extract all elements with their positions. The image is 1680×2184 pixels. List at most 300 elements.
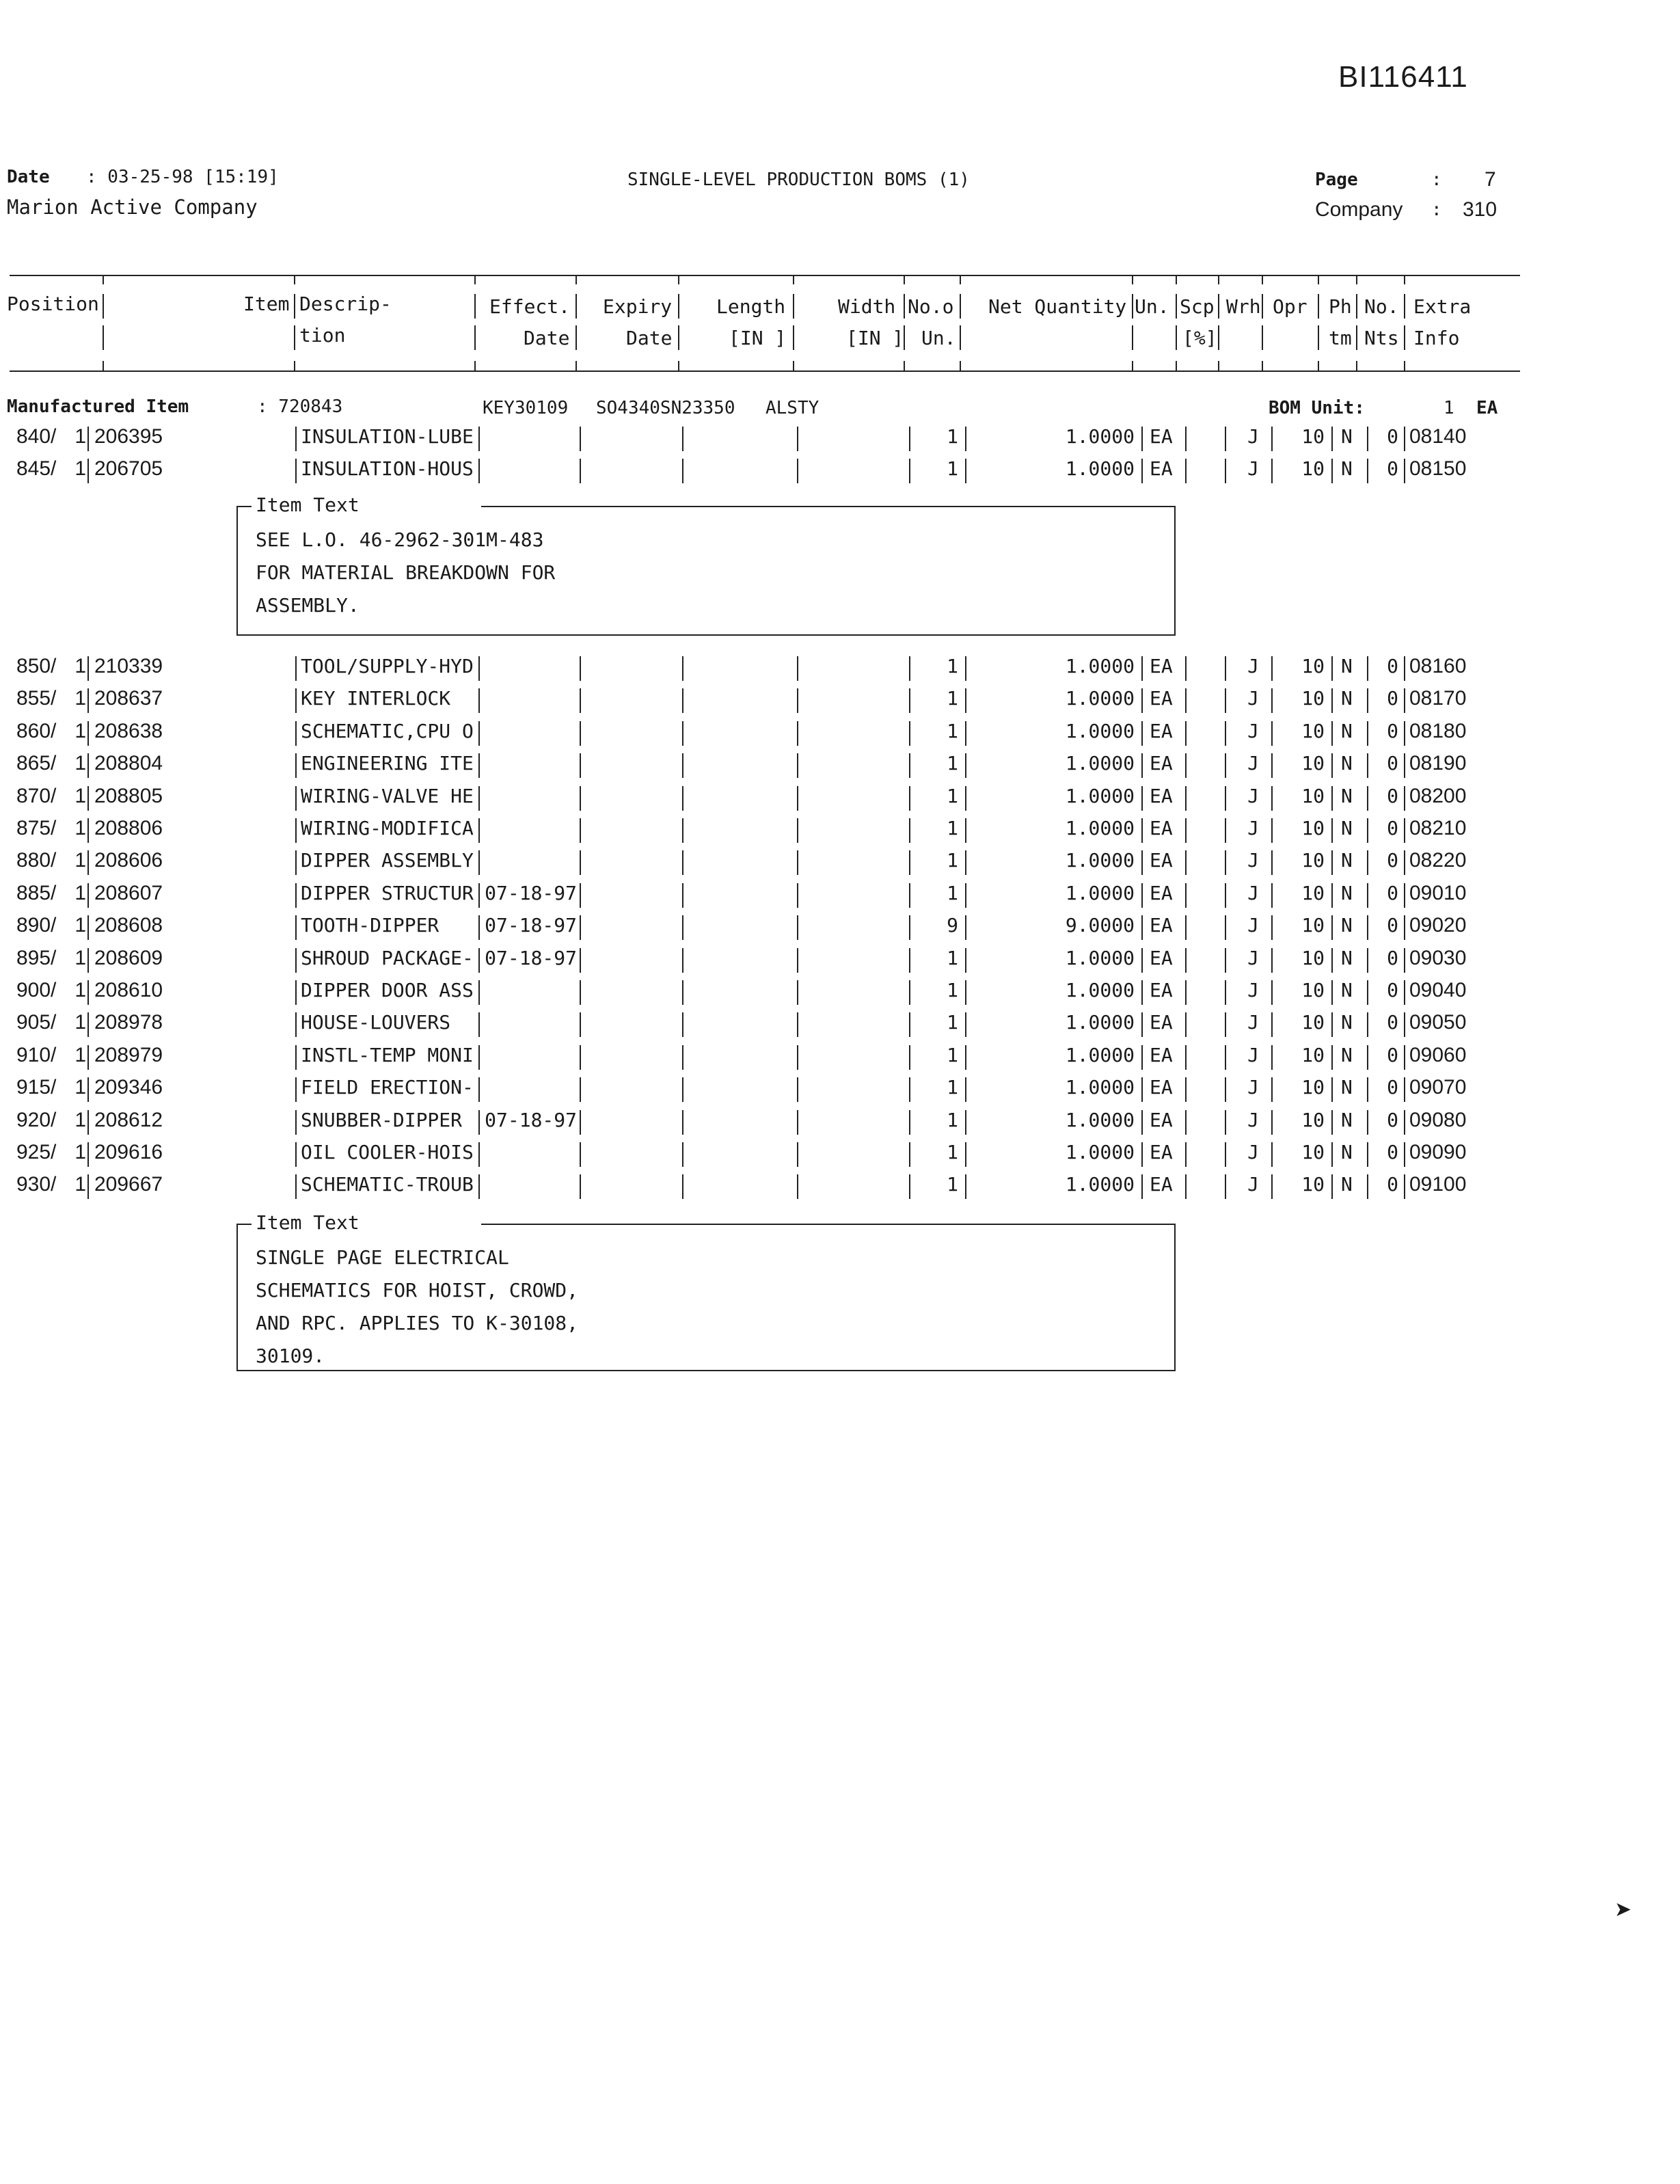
cell-level: 1 xyxy=(74,1173,86,1196)
cell-pos: 880/ xyxy=(16,849,57,872)
cell-separator xyxy=(1185,980,1187,1005)
cell-separator xyxy=(580,753,581,778)
cell-separator xyxy=(682,1012,683,1037)
date-label: Date xyxy=(7,167,50,187)
page-separator: : xyxy=(1431,170,1442,190)
cell-level: 1 xyxy=(74,655,86,677)
cell-warehouse: J xyxy=(1247,946,1259,969)
cell-separator xyxy=(1367,459,1368,483)
cell-item-number: 208607 xyxy=(94,881,163,904)
cell-separator xyxy=(1185,883,1187,908)
cell-separator xyxy=(1404,786,1405,811)
cell-separator xyxy=(797,1142,798,1167)
manufactured-alsty: ALSTY xyxy=(766,398,819,418)
cell-extra-info: 08190 xyxy=(1409,752,1467,775)
column-tick xyxy=(294,361,295,370)
item-text-box-1 xyxy=(236,494,1176,636)
page-number: 7 xyxy=(1485,168,1496,191)
header-bottom-rule xyxy=(10,370,1520,372)
bom-row xyxy=(0,1141,1680,1172)
cell-separator xyxy=(909,1174,910,1199)
bom-row xyxy=(0,979,1680,1010)
cell-separator xyxy=(909,915,910,940)
cell-separator xyxy=(1185,427,1187,451)
cell-description: FIELD ERECTION- xyxy=(301,1076,474,1099)
col-extra-info: Extra xyxy=(1413,295,1472,318)
cell-item-number: 208608 xyxy=(94,914,163,937)
cell-separator xyxy=(682,1110,683,1135)
cell-effect-date: 07-18-97 xyxy=(485,946,577,969)
cell-separator xyxy=(295,721,297,746)
column-separator xyxy=(904,294,905,319)
cell-separator xyxy=(1404,1012,1405,1037)
cell-level: 1 xyxy=(74,979,86,1001)
column-tick xyxy=(1318,275,1319,284)
cell-notes-count: 0 xyxy=(1387,784,1398,807)
cell-operation: 10 xyxy=(1301,457,1325,480)
cell-separator xyxy=(478,721,480,746)
cell-no-of-units: 1 xyxy=(947,979,958,1001)
cell-unit: EA xyxy=(1150,849,1173,872)
page-label: Page xyxy=(1315,170,1358,190)
cell-extra-info: 08220 xyxy=(1409,849,1467,872)
cell-separator xyxy=(965,915,966,940)
cell-separator xyxy=(478,948,480,973)
cell-notes-count: 0 xyxy=(1387,946,1398,969)
cell-notes-count: 0 xyxy=(1387,849,1398,872)
cell-notes-count: 0 xyxy=(1387,1173,1398,1196)
col-phantom-2: tm xyxy=(1329,327,1352,349)
cell-separator xyxy=(1367,1110,1368,1135)
cell-no-of-units: 1 xyxy=(947,946,958,969)
cell-phantom: N xyxy=(1341,849,1353,872)
cell-effect-date: 07-18-97 xyxy=(485,881,577,904)
cell-notes-count: 0 xyxy=(1387,1043,1398,1066)
cell-separator xyxy=(797,1110,798,1135)
cell-separator xyxy=(797,1077,798,1102)
cell-separator xyxy=(1185,656,1187,681)
cell-separator xyxy=(682,753,683,778)
cell-net-quantity: 1.0000 xyxy=(1065,849,1135,872)
cell-separator xyxy=(965,1174,966,1199)
cell-separator xyxy=(1185,1110,1187,1135)
cell-warehouse: J xyxy=(1247,1076,1259,1099)
cell-operation: 10 xyxy=(1301,687,1325,710)
cell-separator xyxy=(1141,948,1143,973)
cell-unit: EA xyxy=(1150,1173,1173,1196)
cell-warehouse: J xyxy=(1247,881,1259,904)
cell-extra-info: 08150 xyxy=(1409,457,1467,480)
cell-operation: 10 xyxy=(1301,1011,1325,1034)
cell-notes-count: 0 xyxy=(1387,914,1398,937)
cell-separator xyxy=(1331,980,1333,1005)
cell-separator xyxy=(87,656,89,681)
cell-extra-info: 08140 xyxy=(1409,425,1467,448)
cell-phantom: N xyxy=(1341,1108,1353,1131)
cell-phantom: N xyxy=(1341,1141,1353,1163)
column-separator xyxy=(1218,294,1219,319)
cell-separator xyxy=(797,721,798,746)
cell-separator xyxy=(797,1045,798,1070)
cell-no-of-units: 1 xyxy=(947,881,958,904)
cell-separator xyxy=(965,948,966,973)
cell-separator xyxy=(1225,850,1226,875)
cell-separator xyxy=(87,1174,89,1199)
col-extra-info-2: Info xyxy=(1413,327,1460,349)
cell-warehouse: J xyxy=(1247,752,1259,775)
column-separator xyxy=(1262,325,1263,350)
cell-separator xyxy=(1404,427,1405,451)
cell-separator xyxy=(1185,1174,1187,1199)
cell-separator xyxy=(295,753,297,778)
cell-net-quantity: 1.0000 xyxy=(1065,1173,1135,1196)
cell-notes-count: 0 xyxy=(1387,817,1398,839)
cell-separator xyxy=(1185,818,1187,843)
cell-item-number: 209667 xyxy=(94,1173,163,1196)
cell-item-number: 208609 xyxy=(94,946,163,969)
cell-no-of-units: 1 xyxy=(947,1043,958,1066)
cell-separator xyxy=(1367,1174,1368,1199)
column-separator xyxy=(1318,294,1319,319)
cell-net-quantity: 1.0000 xyxy=(1065,719,1135,742)
cell-separator xyxy=(1271,818,1273,843)
cell-pos: 905/ xyxy=(16,1011,57,1034)
cell-extra-info: 08180 xyxy=(1409,719,1467,742)
item-text-label-2: Item Text xyxy=(252,1211,364,1234)
column-tick xyxy=(1404,361,1405,370)
cell-notes-count: 0 xyxy=(1387,1108,1398,1131)
cell-separator xyxy=(1141,1012,1143,1037)
cell-operation: 10 xyxy=(1301,946,1325,969)
column-separator xyxy=(1262,294,1263,319)
col-position: Position xyxy=(7,293,99,315)
col-scrap: Scp xyxy=(1180,295,1215,318)
cell-separator xyxy=(1225,1174,1226,1199)
cell-separator xyxy=(1367,1077,1368,1102)
cell-description: INSULATION-LUBE xyxy=(301,425,474,448)
cell-pos: 885/ xyxy=(16,881,57,904)
cell-separator xyxy=(797,948,798,973)
cell-item-number: 208806 xyxy=(94,817,163,839)
cell-separator xyxy=(1331,1077,1333,1102)
cell-warehouse: J xyxy=(1247,655,1259,677)
column-tick xyxy=(1262,275,1263,284)
cell-unit: EA xyxy=(1150,979,1173,1001)
cell-no-of-units: 9 xyxy=(947,914,958,937)
cell-pos: 890/ xyxy=(16,914,57,937)
cell-description: DIPPER ASSEMBLY xyxy=(301,849,474,872)
cell-separator xyxy=(797,883,798,908)
cell-no-of-units: 1 xyxy=(947,849,958,872)
cell-unit: EA xyxy=(1150,655,1173,677)
column-separator xyxy=(678,325,679,350)
cell-separator xyxy=(1271,459,1273,483)
cell-separator xyxy=(1185,459,1187,483)
cell-separator xyxy=(1185,850,1187,875)
cell-separator xyxy=(580,850,581,875)
cell-separator xyxy=(682,786,683,811)
cell-extra-info: 09040 xyxy=(1409,979,1467,1001)
cell-separator xyxy=(580,1077,581,1102)
cell-unit: EA xyxy=(1150,719,1173,742)
cell-net-quantity: 1.0000 xyxy=(1065,979,1135,1001)
cell-description: SNUBBER-DIPPER xyxy=(301,1108,463,1131)
cell-extra-info: 08200 xyxy=(1409,784,1467,807)
col-item: Item xyxy=(243,293,290,315)
cell-separator xyxy=(1185,786,1187,811)
cell-separator xyxy=(682,818,683,843)
column-separator xyxy=(1132,325,1133,350)
cell-no-of-units: 1 xyxy=(947,719,958,742)
cell-separator xyxy=(87,786,89,811)
company-separator: : xyxy=(1431,200,1442,220)
item-text-line: 30109. xyxy=(256,1345,325,1367)
cell-separator xyxy=(478,1110,480,1135)
cell-phantom: N xyxy=(1341,1076,1353,1099)
cell-notes-count: 0 xyxy=(1387,881,1398,904)
cell-description: HOUSE-LOUVERS xyxy=(301,1011,451,1034)
cell-notes-count: 0 xyxy=(1387,687,1398,710)
item-text-line: FOR MATERIAL BREAKDOWN FOR xyxy=(256,561,556,584)
cell-separator xyxy=(295,1012,297,1037)
cell-separator xyxy=(1331,427,1333,451)
col-warehouse: Wrh xyxy=(1226,295,1261,318)
column-separator xyxy=(960,294,961,319)
col-scrap-pct: [%] xyxy=(1182,327,1217,349)
bom-row xyxy=(0,425,1680,457)
cell-separator xyxy=(1331,883,1333,908)
cell-separator xyxy=(1367,721,1368,746)
cell-separator xyxy=(682,427,683,451)
cell-separator xyxy=(1367,656,1368,681)
cell-separator xyxy=(965,688,966,713)
cell-separator xyxy=(797,850,798,875)
cell-separator xyxy=(478,1012,480,1037)
cell-separator xyxy=(909,721,910,746)
cell-separator xyxy=(580,948,581,973)
column-separator xyxy=(1404,294,1405,319)
cell-separator xyxy=(1404,1077,1405,1102)
cell-no-of-units: 1 xyxy=(947,1076,958,1099)
cell-level: 1 xyxy=(74,881,86,904)
cell-separator xyxy=(478,1142,480,1167)
cell-separator xyxy=(1367,786,1368,811)
cell-separator xyxy=(1141,818,1143,843)
cell-notes-count: 0 xyxy=(1387,1011,1398,1034)
column-tick xyxy=(1132,361,1133,370)
column-separator xyxy=(1356,294,1357,319)
column-tick xyxy=(678,275,679,284)
cell-separator xyxy=(87,1045,89,1070)
cell-separator xyxy=(1404,980,1405,1005)
cell-separator xyxy=(1225,915,1226,940)
cell-warehouse: J xyxy=(1247,719,1259,742)
cell-warehouse: J xyxy=(1247,1011,1259,1034)
cell-no-of-units: 1 xyxy=(947,1011,958,1034)
bom-row xyxy=(0,947,1680,978)
cell-separator xyxy=(1185,948,1187,973)
cell-separator xyxy=(1404,1110,1405,1135)
company-number: 310 xyxy=(1463,198,1498,221)
cell-level: 1 xyxy=(74,687,86,710)
cell-separator xyxy=(1271,427,1273,451)
bom-row xyxy=(0,655,1680,686)
cell-separator xyxy=(87,459,89,483)
cell-separator xyxy=(87,427,89,451)
cell-separator xyxy=(1141,915,1143,940)
cell-unit: EA xyxy=(1150,1011,1173,1034)
cell-separator xyxy=(1271,1045,1273,1070)
cell-separator xyxy=(1225,656,1226,681)
cell-warehouse: J xyxy=(1247,849,1259,872)
cell-level: 1 xyxy=(74,752,86,775)
cell-extra-info: 09020 xyxy=(1409,914,1467,937)
cell-separator xyxy=(797,980,798,1005)
cell-separator xyxy=(682,948,683,973)
cell-pos: 900/ xyxy=(16,979,57,1001)
cell-no-of-units: 1 xyxy=(947,425,958,448)
cell-separator xyxy=(965,850,966,875)
cell-separator xyxy=(909,1012,910,1037)
item-text-body-1 xyxy=(256,524,555,622)
cell-no-of-units: 1 xyxy=(947,817,958,839)
cell-operation: 10 xyxy=(1301,784,1325,807)
cell-separator xyxy=(1404,688,1405,713)
cell-description: INSTL-TEMP MONI xyxy=(301,1043,474,1066)
column-tick xyxy=(103,275,104,284)
cell-separator xyxy=(295,915,297,940)
cell-separator xyxy=(1367,980,1368,1005)
cell-item-number: 208638 xyxy=(94,719,163,742)
cell-separator xyxy=(797,427,798,451)
cell-separator xyxy=(1225,1077,1226,1102)
cell-separator xyxy=(965,459,966,483)
cell-separator xyxy=(1141,459,1143,483)
cell-separator xyxy=(295,1045,297,1070)
cell-level: 1 xyxy=(74,457,86,480)
cell-separator xyxy=(1271,1012,1273,1037)
cell-item-number: 209346 xyxy=(94,1076,163,1099)
cell-unit: EA xyxy=(1150,425,1173,448)
bom-row xyxy=(0,752,1680,783)
cell-separator xyxy=(478,688,480,713)
cell-separator xyxy=(909,753,910,778)
cell-extra-info: 09090 xyxy=(1409,1141,1467,1163)
cell-pos: 915/ xyxy=(16,1076,57,1099)
cell-no-of-units: 1 xyxy=(947,784,958,807)
cell-extra-info: 08170 xyxy=(1409,687,1467,710)
cell-separator xyxy=(87,1012,89,1037)
item-text-line: SCHEMATICS FOR HOIST, CROWD, xyxy=(256,1279,579,1302)
cell-separator xyxy=(965,883,966,908)
cell-separator xyxy=(797,1012,798,1037)
cell-separator xyxy=(1141,688,1143,713)
cell-separator xyxy=(478,427,480,451)
cell-separator xyxy=(909,948,910,973)
column-separator xyxy=(474,294,476,319)
item-text-line: SEE L.O. 46-2962-301M-483 xyxy=(256,528,544,551)
column-tick xyxy=(904,361,905,370)
column-tick xyxy=(1262,361,1263,370)
cell-phantom: N xyxy=(1341,719,1353,742)
cell-unit: EA xyxy=(1150,1043,1173,1066)
bom-row xyxy=(0,1044,1680,1075)
cell-separator xyxy=(87,948,89,973)
bom-unit-qty: 1 xyxy=(1444,398,1454,418)
cell-separator xyxy=(1404,721,1405,746)
cell-separator xyxy=(1404,883,1405,908)
cell-notes-count: 0 xyxy=(1387,979,1398,1001)
cell-separator xyxy=(580,1012,581,1037)
cell-item-number: 209616 xyxy=(94,1141,163,1163)
cell-no-of-units: 1 xyxy=(947,1108,958,1131)
cell-separator xyxy=(580,459,581,483)
cell-item-number: 208612 xyxy=(94,1108,163,1131)
item-text-line: SINGLE PAGE ELECTRICAL xyxy=(256,1246,509,1269)
column-separator xyxy=(1218,325,1219,350)
cell-separator xyxy=(580,1110,581,1135)
cell-phantom: N xyxy=(1341,784,1353,807)
cell-phantom: N xyxy=(1341,946,1353,969)
cell-separator xyxy=(580,656,581,681)
cell-warehouse: J xyxy=(1247,914,1259,937)
cell-separator xyxy=(1141,1045,1143,1070)
cell-separator xyxy=(682,688,683,713)
cell-separator xyxy=(1271,1174,1273,1199)
cell-separator xyxy=(1141,427,1143,451)
column-separator xyxy=(1356,325,1357,350)
cell-separator xyxy=(1225,459,1226,483)
cell-separator xyxy=(682,883,683,908)
cell-pos: 860/ xyxy=(16,719,57,742)
col-no-of: No.o xyxy=(908,295,954,318)
cell-level: 1 xyxy=(74,784,86,807)
cell-separator xyxy=(965,721,966,746)
cell-separator xyxy=(580,786,581,811)
cell-pos: 895/ xyxy=(16,946,57,969)
cell-pos: 875/ xyxy=(16,817,57,839)
cell-net-quantity: 1.0000 xyxy=(1065,1011,1135,1034)
date-value: : 03-25-98 [15:19] xyxy=(86,167,279,187)
cell-separator xyxy=(682,721,683,746)
cell-pos: 910/ xyxy=(16,1043,57,1066)
cell-separator xyxy=(1367,1045,1368,1070)
cell-separator xyxy=(1225,1012,1226,1037)
column-tick xyxy=(575,361,577,370)
cell-separator xyxy=(580,980,581,1005)
cell-pos: 865/ xyxy=(16,752,57,775)
column-tick xyxy=(1176,275,1177,284)
cell-operation: 10 xyxy=(1301,1076,1325,1099)
cell-description: TOOL/SUPPLY-HYD xyxy=(301,655,474,677)
cell-separator xyxy=(87,883,89,908)
cell-operation: 10 xyxy=(1301,1141,1325,1163)
cell-item-number: 210339 xyxy=(94,655,163,677)
column-tick xyxy=(474,275,476,284)
cell-phantom: N xyxy=(1341,687,1353,710)
report-title: SINGLE-LEVEL PRODUCTION BOMS (1) xyxy=(627,170,970,190)
cell-level: 1 xyxy=(74,1108,86,1131)
cell-separator xyxy=(965,753,966,778)
cell-separator xyxy=(478,980,480,1005)
column-separator xyxy=(103,325,104,350)
cell-separator xyxy=(1331,818,1333,843)
cell-separator xyxy=(1367,427,1368,451)
cell-extra-info: 09060 xyxy=(1409,1043,1467,1066)
cell-level: 1 xyxy=(74,946,86,969)
column-separator xyxy=(1404,325,1405,350)
cell-separator xyxy=(295,1142,297,1167)
